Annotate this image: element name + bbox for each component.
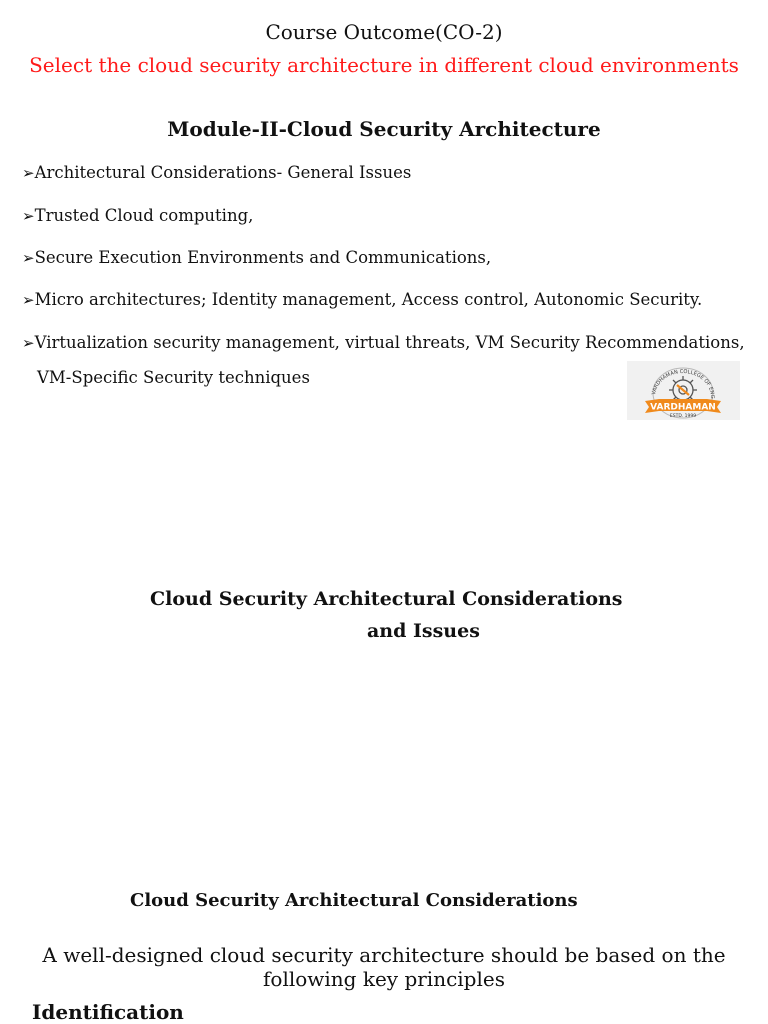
section-subtitle: Cloud Security Architectural Considerations xyxy=(130,890,578,911)
logo-ribbon-text: VARDHAMAN xyxy=(650,402,716,413)
body-line: following key principles xyxy=(263,967,505,991)
bullet-item xyxy=(22,333,745,352)
college-logo-icon xyxy=(627,361,740,420)
arrow-bullet-icon: ➢ xyxy=(22,249,35,267)
module-title: Module-II-Cloud Security Architecture xyxy=(167,117,601,141)
bullet-text: Micro architectures; Identity management, Access control, Autonomic Security. xyxy=(34,290,703,309)
arrow-bullet-icon: ➢ xyxy=(22,207,35,225)
section-body xyxy=(0,943,768,991)
logo-arc-text: VARDHAMAN COLLEGE OF ENG xyxy=(651,368,716,399)
bullet-text: Virtualization security management, virtual threats, VM Security Recommendations, xyxy=(34,333,745,352)
college-logo xyxy=(627,361,740,420)
bullet-item xyxy=(22,163,411,182)
bullet-text: Trusted Cloud computing, xyxy=(34,206,254,225)
section-heading: Cloud Security Architectural Considerations xyxy=(150,588,623,610)
identification-heading: Identification xyxy=(32,1000,184,1024)
course-outcome-title: Course Outcome(CO-2) xyxy=(265,20,503,44)
bullet-continuation: VM-Specific Security techniques xyxy=(37,368,310,387)
section-heading-continued: and Issues xyxy=(367,620,480,642)
bullet-item xyxy=(22,248,491,267)
bullet-item xyxy=(22,206,253,225)
arrow-bullet-icon: ➢ xyxy=(22,291,35,309)
body-line: A well-designed cloud security architecture should be based on the xyxy=(42,943,726,967)
arrow-bullet-icon: ➢ xyxy=(22,334,35,352)
bullet-text: Secure Execution Environments and Communications, xyxy=(34,248,492,267)
arrow-bullet-icon: ➢ xyxy=(22,164,35,182)
bullet-item xyxy=(22,290,702,309)
course-outcome-description: Select the cloud security architecture in different cloud environments xyxy=(29,53,739,77)
logo-estd-text: ESTD. 1999 xyxy=(669,414,697,419)
bullet-text: Architectural Considerations- General Issues xyxy=(34,163,412,182)
